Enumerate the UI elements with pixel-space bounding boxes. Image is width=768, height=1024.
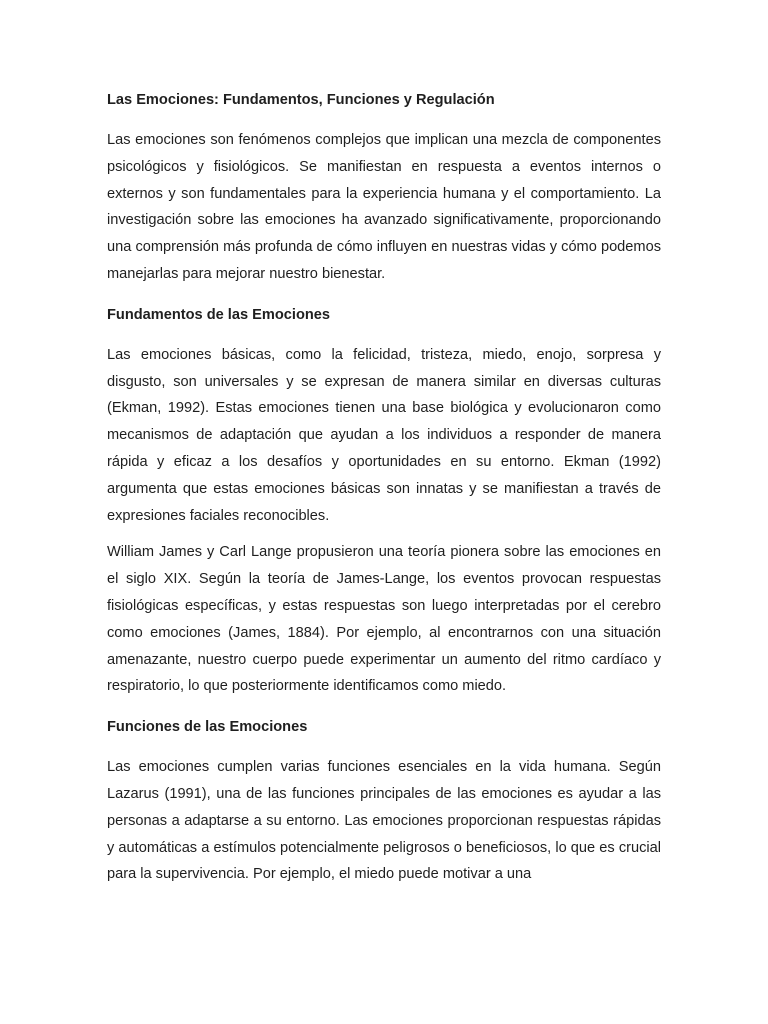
intro-paragraph: Las emociones son fenómenos complejos que implican una mezcla de componentes psicológicos y fisiológicos. Se manifiestan en respuesta a eventos internos o externos y son fundamentales para la experiencia humana y el comportamiento. La investigación sobre las emociones ha avanzado significativamente, proporcionando una comprensión más profunda de cómo influyen en nuestras vidas y cómo podemos manejarlas para mejorar nuestro bienestar.	[107, 132, 661, 282]
document-title: Las Emociones: Fundamentos, Funciones y Regulación	[107, 92, 495, 108]
paragraph-fundamentos-2: William James y Carl Lange propusieron una teoría pionera sobre las emociones en el siglo XIX. Según la teoría de James-Lange, los eventos provocan respuestas fisiológicas específicas, y estas respuestas son luego interpretadas por el cerebro como emociones (James, 1884). Por ejemplo, al encontrarnos con una situación amenazante, nuestro cuerpo puede experimentar un aumento del ritmo cardíaco y respiratorio, lo que posteriormente identificamos como miedo.	[107, 544, 661, 695]
paragraph-fundamentos-1: Las emociones básicas, como la felicidad, tristeza, miedo, enojo, sorpresa y disgusto, son universales y se expresan de manera similar en diversas culturas (Ekman, 1992). Estas emociones tienen una base biológica y evolucionaron como mecanismos de adaptación que ayudan a los individuos a responder de manera rápida y eficaz a los desafíos y oportunidades en su entorno. Ekman (1992) argumenta que estas emociones básicas son innatas y se manifiestan a través de expresiones faciales reconocibles.	[107, 346, 661, 524]
document-page	[107, 90, 661, 888]
section-heading-funciones: Funciones de las Emociones	[107, 719, 308, 736]
paragraph-funciones-1: Las emociones cumplen varias funciones esenciales en la vida humana. Según Lazarus (1991), una de las funciones principales de las emociones es ayudar a las personas a adaptarse a su entorno. Las emociones proporcionan respuestas rápidas y automáticas a estímulos potencialmente peligrosos o beneficiosos, lo que es crucial para la supervivencia. Por ejemplo, el miedo puede motivar a una	[107, 759, 661, 883]
section-heading-fundamentos: Fundamentos de las Emociones	[107, 306, 331, 323]
